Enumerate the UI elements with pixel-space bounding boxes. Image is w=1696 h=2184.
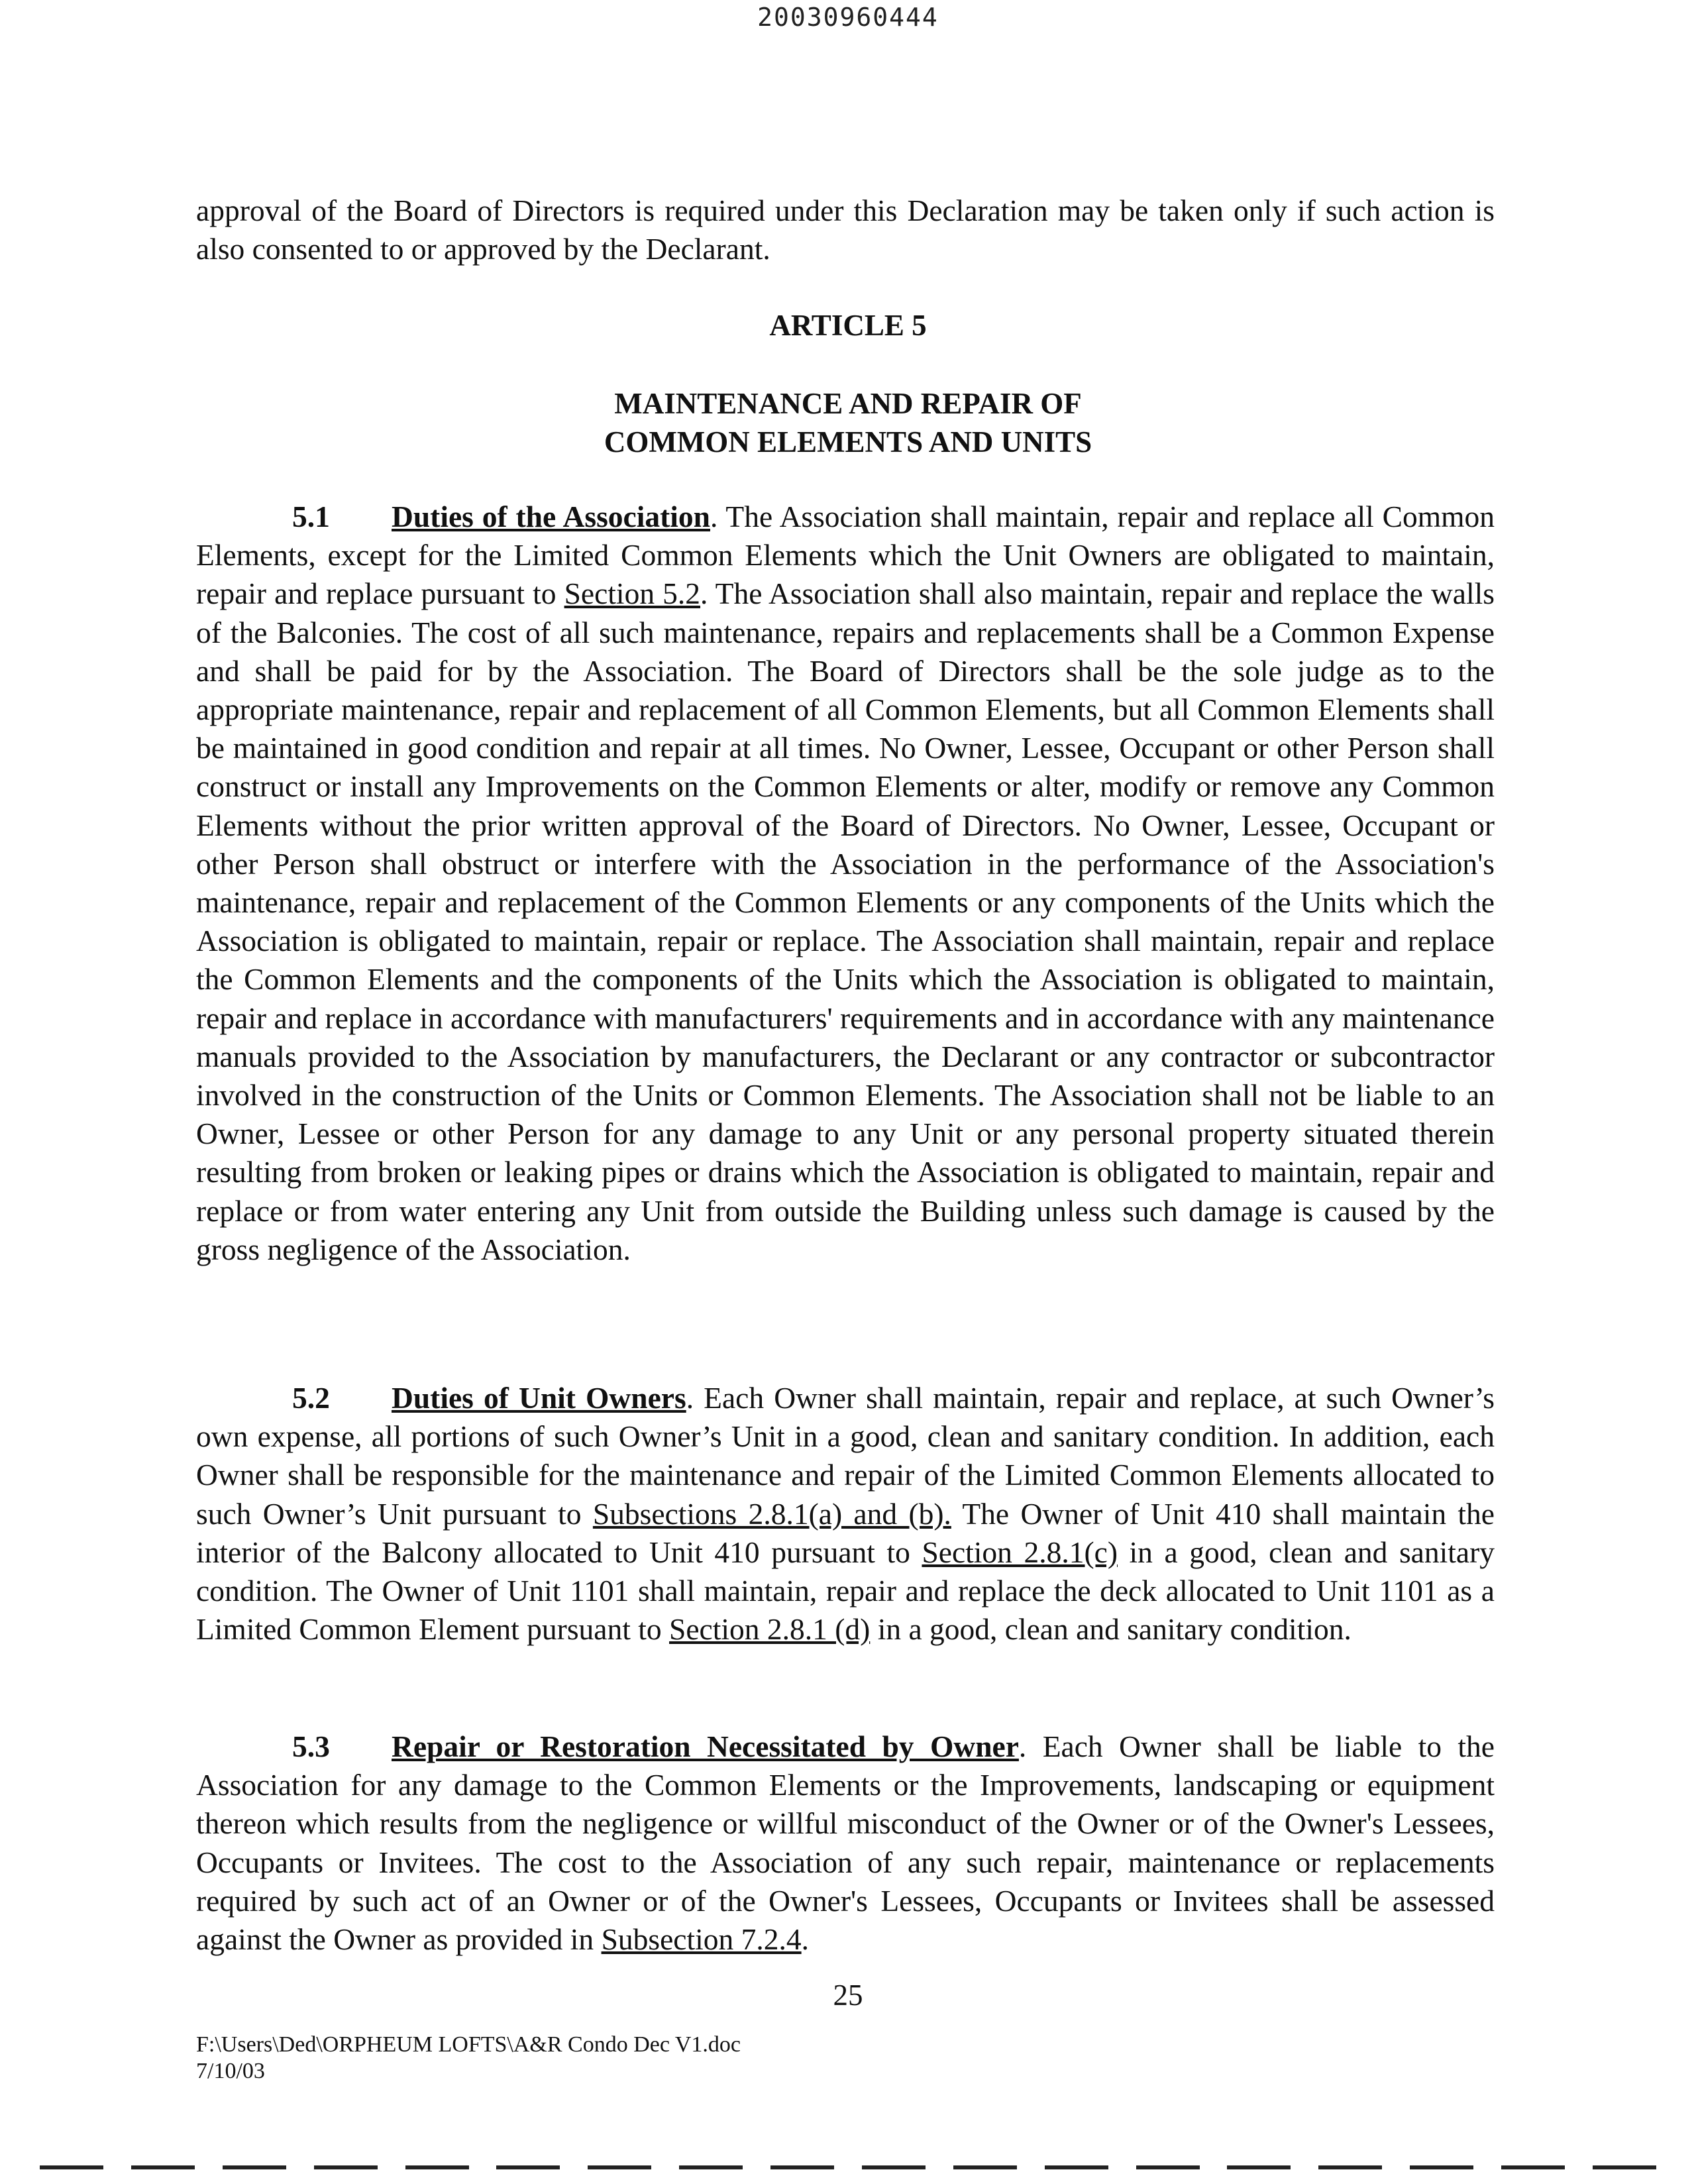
section-heading: Duties of Unit Owners <box>392 1381 686 1415</box>
scan-mark <box>40 2165 103 2169</box>
footer-date: 7/10/03 <box>196 2059 265 2083</box>
section-text: in a good, clean and sanitary condition. The Owner of Unit 1101 shall maintain, repair and replace the deck allocated to Unit 1101 as a Limited Common Element pursuant to <box>196 1535 1495 1647</box>
article-title-line-1: MAINTENANCE AND REPAIR OF <box>614 387 1082 420</box>
scan-mark <box>1410 2165 1473 2169</box>
section-text: . Each Owner shall be liable to the Association for any damage to the Common Elements or the Improvements, landscaping or equipment thereon which results from the negligence or willful misconduct of the Owner or of the Owner's Lessees, Occupants or Invitees. The cost to the Association of any such repair, maintenance or replacements required by such act of an Owner or of the Owner's Lessees, Occupants or Invitees shall be assessed against the Owner as provided in <box>196 1729 1495 1957</box>
section-5-3 <box>196 1727 1495 1959</box>
section-5-1 <box>196 498 1495 1269</box>
scan-mark <box>1045 2165 1108 2169</box>
section-text: . Each Owner shall maintain, repair and replace, at such Owner’s own expense, all portions of such Owner’s Unit in a good, clean and sanitary condition. In addition, each Owner shall be responsible for the maintenance and repair of the Limited Common Elements allocated to such Owner’s Unit pursuant to <box>196 1381 1495 1531</box>
section-reference: Section 5.2 <box>564 576 701 611</box>
section-reference: Subsections 2.8.1(a) and (b). <box>592 1496 951 1531</box>
scan-mark <box>1593 2165 1656 2169</box>
article-number: ARTICLE 5 <box>769 309 927 342</box>
file-path: F:\Users\Ded\ORPHEUM LOFTS\A&R Condo Dec V1.doc <box>196 2032 741 2057</box>
section-number: 5.2 <box>292 1381 330 1415</box>
section-text: in a good, clean and sanitary condition. <box>870 1612 1352 1647</box>
scan-mark <box>588 2165 651 2169</box>
scan-mark <box>1318 2165 1382 2169</box>
scan-mark <box>131 2165 195 2169</box>
section-heading: Repair or Restoration Necessitated by Owner <box>392 1729 1019 1763</box>
section-number: 5.3 <box>292 1729 330 1763</box>
scan-mark <box>1136 2165 1200 2169</box>
section-reference: Section 2.8.1 (d) <box>669 1612 871 1647</box>
scan-mark <box>496 2165 560 2169</box>
section-text: . The Association shall also maintain, repair and replace the walls of the Balconies. The cost of all such maintenance, repairs and replacements shall be a Common Expense and shall be paid for by the Association. The Board of Directors shall be the sole judge as to the appropriate maintenance, repair and replacement of all Common Elements, but all Common Elements shall be maintained in good condition and repair at all times. No Owner, Lessee, Occupant or other Person shall construct or install any Improvements on the Common Elements or alter, modify or remove any Common Elements without the prior written approval of the Board of Directors. No Owner, Lessee, Occupant or other Person shall obstruct or interfere with the Association in the performance of the Association's maintenance, repair and replacement of the Common Elements or any components of the Units which the Association is obligated to maintain, repair or replace. The Association shall maintain, repair and replace the Common Elements and the components of the Units which the Association is obligated to maintain, repair and replace in accordance with manufacturers' requirements and in accordance with any maintenance manuals provided to the Association by manufacturers, the Declarant or any contractor or subcontractor involved in the construction of the Units or Common Elements. The Association shall not be liable to an Owner, Lessee or other Person for any damage to any Unit or any personal property situated therein resulting from broken or leaking pipes or drains which the Association is obligated to maintain, repair and replace or from water entering any Unit from outside the Building unless such damage is caused by the gross negligence of the Association. <box>196 576 1495 1266</box>
section-heading: Duties of the Association <box>392 500 710 533</box>
article-title <box>0 384 1696 461</box>
section-text: . The Association shall maintain, repair and replace all Common Elements, except for the Limited Common Elements which the Unit Owners are obligated to maintain, repair and replace pursuant to <box>196 500 1495 611</box>
document-number: 20030960444 <box>757 3 939 32</box>
scan-mark <box>679 2165 743 2169</box>
scan-mark <box>223 2165 286 2169</box>
scan-mark <box>1501 2165 1565 2169</box>
footer <box>196 2032 741 2085</box>
section-text: The Owner of Unit 410 shall maintain the interior of the Balcony allocated to Unit 410 pursuant to <box>196 1496 1495 1569</box>
section-number: 5.1 <box>292 500 330 533</box>
scan-mark <box>314 2165 378 2169</box>
intro-paragraph: approval of the Board of Directors is required under this Declaration may be taken only if such action is also consented to or approved by the Declarant. <box>196 193 1495 266</box>
scan-marks <box>40 2165 1656 2179</box>
section-5-2 <box>196 1379 1495 1649</box>
section-reference: Section 2.8.1(c) <box>922 1535 1118 1569</box>
scan-mark <box>953 2165 1017 2169</box>
scan-mark <box>405 2165 469 2169</box>
page-number: 25 <box>833 1979 863 2012</box>
article-title-line-2: COMMON ELEMENTS AND UNITS <box>604 425 1092 459</box>
scan-mark <box>862 2165 926 2169</box>
section-text: . <box>801 1922 809 1957</box>
scan-mark <box>1227 2165 1291 2169</box>
section-reference: Subsection 7.2.4 <box>601 1922 802 1957</box>
scan-mark <box>770 2165 834 2169</box>
